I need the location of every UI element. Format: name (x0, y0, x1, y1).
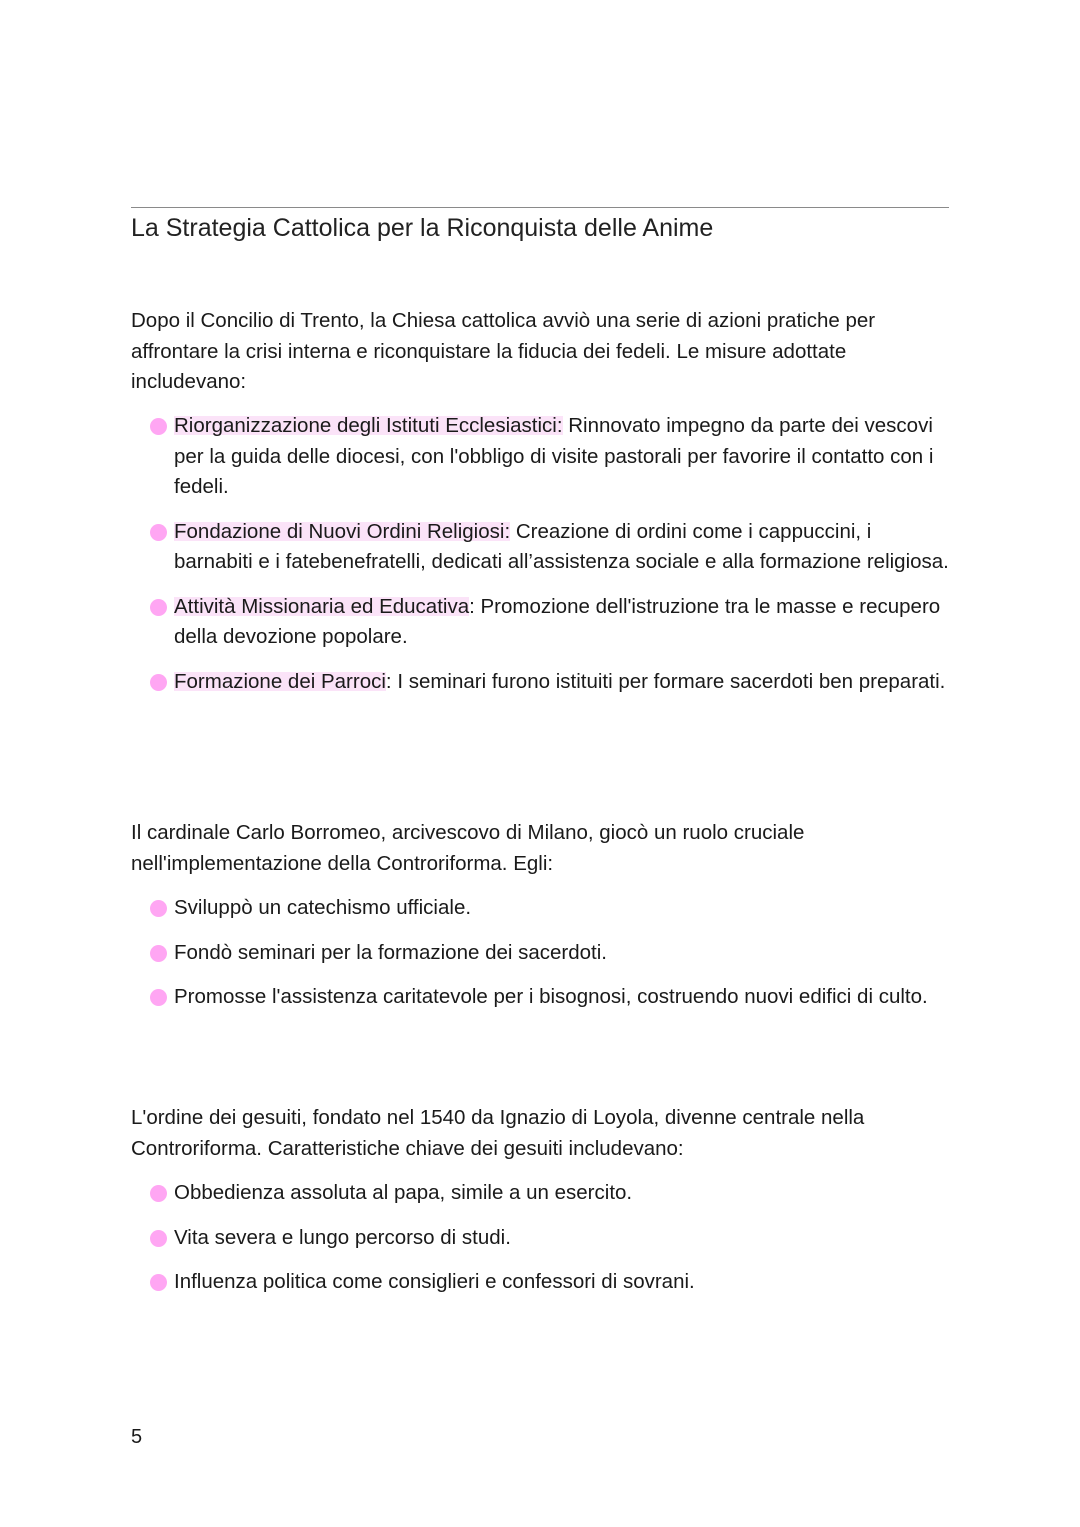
item-text: Influenza politica come consiglieri e confessori di sovrani. (174, 1270, 695, 1293)
bullet-dot-icon (150, 524, 167, 541)
bullet-dot-icon (150, 1230, 167, 1247)
bullet-dot-icon (150, 599, 167, 616)
list-item (150, 1223, 950, 1254)
item-text: Vita severa e lungo percorso di studi. (174, 1225, 511, 1249)
item-text: Sviluppò un catechismo ufficiale. (174, 896, 472, 919)
section-2-list (150, 893, 950, 1027)
page-title: La Strategia Cattolica per la Riconquista delle Anime (131, 214, 714, 242)
highlighted-term: Formazione dei Parroci (174, 669, 386, 693)
bullet-dot-icon (150, 418, 167, 435)
bullet-dot-icon (150, 674, 167, 691)
highlighted-term: Attività Missionaria ed Educativa (174, 594, 470, 618)
highlighted-term: Riorganizzazione degli Istituti Ecclesiastici: (174, 414, 563, 437)
section-3-list (150, 1178, 950, 1312)
list-item (150, 938, 950, 969)
item-text: Promosse l'assistenza caritatevole per i bisognosi, costruendo nuovi edifici di culto. (174, 985, 928, 1008)
list-item (150, 667, 950, 698)
list-item (150, 592, 950, 653)
item-text: Creazione di ordini come i cappuccini, i barnabiti e i fatebenefratelli, dedicati all’assistenza sociale e alla formazione religiosa. (174, 519, 949, 573)
list-item (150, 517, 950, 578)
bullet-dot-icon (150, 1274, 167, 1291)
item-text: Rinnovato impegno da parte dei vescovi per la guida delle diocesi, con l'obbligo di visite pastorali per favorire il contatto con i fedeli. (174, 414, 934, 498)
bullet-dot-icon (150, 989, 167, 1006)
item-text: : I seminari furono istituiti per formare sacerdoti ben preparati. (385, 669, 946, 693)
header-rule (131, 207, 949, 208)
list-item (150, 411, 950, 503)
item-text: : Promozione dell'istruzione tra le masse e recupero della devozione popolare. (174, 594, 941, 648)
section-2-intro: Il cardinale Carlo Borromeo, arcivescovo di Milano, giocò un ruolo cruciale nell'implementazione della Controriforma. Egli: (131, 821, 805, 875)
page-number: 5 (131, 1426, 143, 1448)
list-item (150, 1178, 950, 1209)
bullet-dot-icon (150, 900, 167, 917)
item-text: Fondò seminari per la formazione dei sacerdoti. (174, 940, 607, 964)
section-1-intro: Dopo il Concilio di Trento, la Chiesa cattolica avviò una serie di azioni pratiche per affrontare la crisi interna e riconquistare la fiducia dei fedeli. Le misure adottate includevano: (131, 309, 876, 393)
section-3-intro: L'ordine dei gesuiti, fondato nel 1540 da Ignazio di Loyola, divenne centrale nella Controriforma. Caratteristiche chiave dei gesuiti includevano: (131, 1106, 865, 1160)
list-item (150, 1267, 950, 1298)
list-item (150, 982, 950, 1013)
section-1-list (150, 411, 950, 711)
item-text: Obbedienza assoluta al papa, simile a un esercito. (174, 1181, 633, 1204)
bullet-dot-icon (150, 945, 167, 962)
highlighted-term: Fondazione di Nuovi Ordini Religiosi: (174, 519, 511, 543)
list-item (150, 893, 950, 924)
bullet-dot-icon (150, 1185, 167, 1202)
